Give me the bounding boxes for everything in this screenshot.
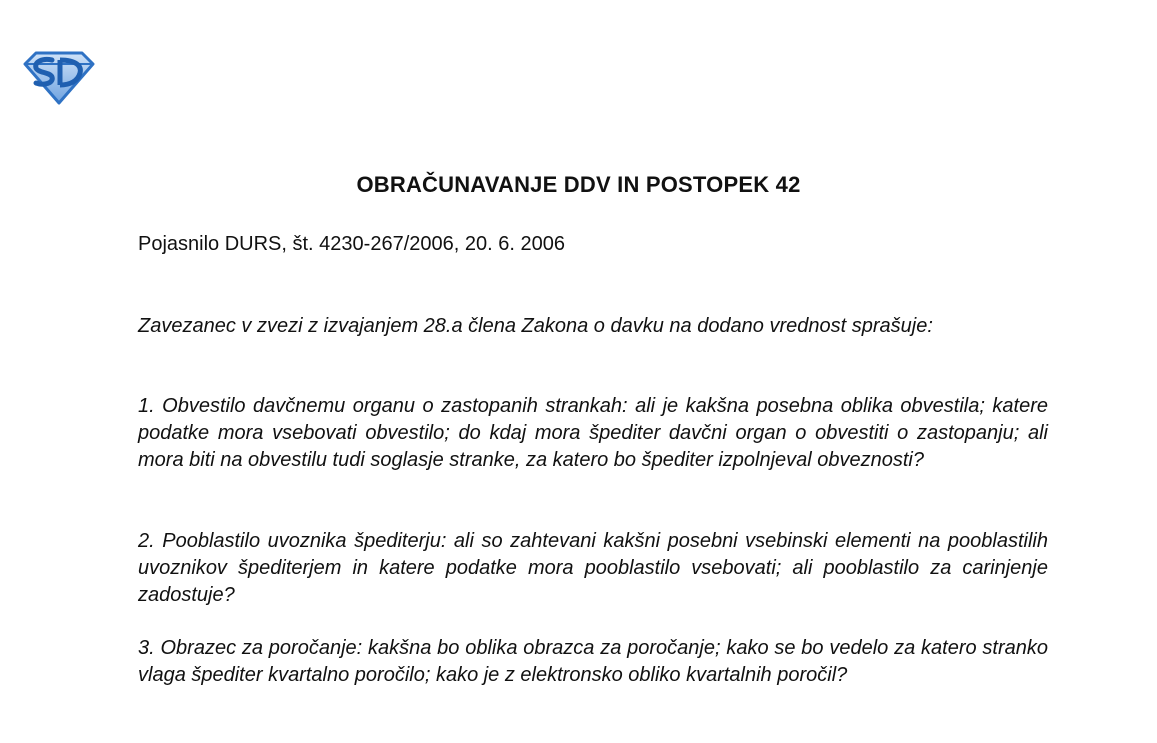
question-1-paragraph: 1. Obvestilo davčnemu organu o zastopanih strankah: ali je kakšna posebna oblika obvestila; katere podatke mora vsebovati obvestilo; do kdaj mora špediter davčni organ o obvestiti o zastopanju; ali mora biti na obvestilu tudi soglasje stranke, za katero bo špediter izpolnjeval obveznosti? bbox=[138, 395, 1048, 471]
document-title: OBRAČUNAVANJE DDV IN POSTOPEK 42 bbox=[356, 172, 801, 197]
sd-diamond-logo-icon bbox=[22, 50, 96, 106]
question-2-paragraph: 2. Pooblastilo uvoznika špediterju: ali so zahtevani kakšni posebni vsebinski elementi na pooblastilih uvoznikov špediterjem in katere podatke mora pooblastilo vsebovati; ali pooblastilo za carinjenje zadostuje? bbox=[138, 530, 1048, 606]
question-3-paragraph: 3. Obrazec za poročanje: kakšna bo oblika obrazca za poročanje; kako se bo vedelo za katero stranko vlaga špediter kvartalno poročilo; kako je z elektronsko obliko kvartalnih poročil? bbox=[138, 637, 1048, 686]
document-subtitle: Pojasnilo DURS, št. 4230-267/2006, 20. 6. 2006 bbox=[138, 233, 565, 255]
intro-paragraph: Zavezanec v zvezi z izvajanjem 28.a člena Zakona o davku na dodano vrednost sprašuje: bbox=[138, 315, 933, 337]
